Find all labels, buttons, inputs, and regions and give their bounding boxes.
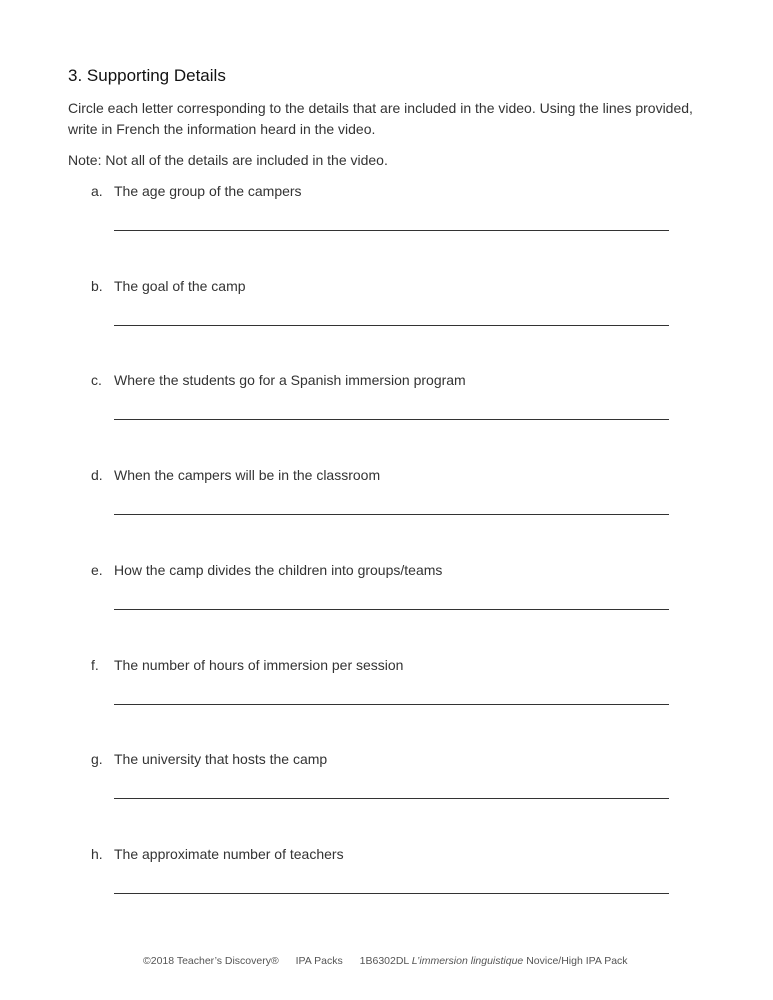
footer-title: L’immersion linguistique — [411, 955, 524, 967]
item-text: The goal of the camp — [114, 277, 246, 294]
footer-series: IPA Packs — [295, 955, 343, 967]
detail-item — [91, 846, 344, 862]
section-title: 3. Supporting Details — [68, 66, 226, 85]
detail-item — [91, 183, 302, 199]
item-text: The age group of the campers — [114, 183, 302, 199]
answer-line[interactable] — [114, 893, 669, 894]
item-letter[interactable]: g. — [91, 751, 103, 768]
item-text: When the campers will be in the classroom — [114, 467, 381, 484]
item-letter[interactable]: d. — [91, 467, 103, 484]
answer-line[interactable] — [114, 798, 669, 799]
answer-line[interactable] — [114, 514, 669, 515]
item-text: Where the students go for a Spanish immersion program — [114, 372, 466, 389]
detail-item — [91, 751, 327, 767]
footer-code: 1B6302DL — [359, 955, 409, 967]
item-text: The approximate number of teachers — [114, 845, 344, 862]
item-text: How the camp divides the children into groups/teams — [114, 561, 443, 578]
item-letter[interactable]: e. — [91, 561, 103, 578]
note: Note: Not all of the details are included in the video. — [68, 152, 388, 168]
footer-copyright: ©2018 Teacher’s Discovery® — [143, 955, 279, 967]
item-text: The university that hosts the camp — [114, 751, 328, 768]
footer — [143, 955, 642, 967]
footer-pack: Novice/High IPA Pack — [526, 955, 628, 967]
detail-item — [91, 562, 442, 578]
item-letter[interactable]: c. — [91, 372, 102, 389]
answer-line[interactable] — [114, 704, 669, 705]
answer-line[interactable] — [114, 230, 669, 231]
item-letter[interactable]: b. — [91, 277, 103, 294]
detail-item — [91, 278, 246, 294]
answer-line[interactable] — [114, 609, 669, 610]
detail-item — [91, 657, 403, 673]
detail-item — [91, 372, 466, 388]
answer-line[interactable] — [114, 419, 669, 420]
instructions: Circle each letter corresponding to the details that are included in the video. Using the lines provided, write in French the information heard in the video. — [68, 100, 693, 137]
item-letter[interactable]: f. — [91, 656, 99, 673]
item-letter[interactable]: a. — [91, 183, 103, 199]
item-text: The number of hours of immersion per session — [114, 656, 404, 673]
answer-line[interactable] — [114, 325, 669, 326]
detail-item — [91, 467, 380, 483]
item-letter[interactable]: h. — [91, 845, 103, 862]
